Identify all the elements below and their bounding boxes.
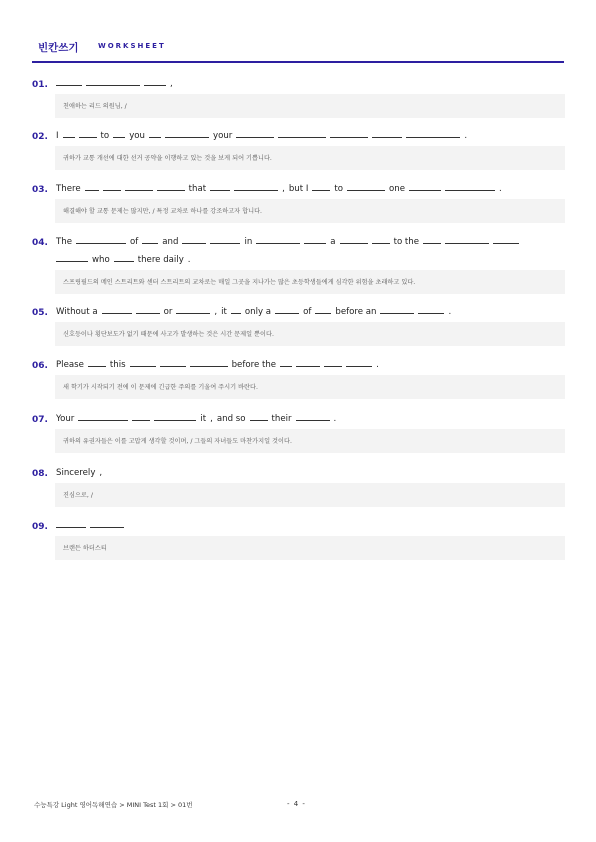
translation-text: 진심으로, / [63, 492, 93, 499]
answer-blank[interactable] [144, 84, 166, 86]
answer-blank[interactable] [231, 312, 241, 314]
answer-blank[interactable] [380, 312, 414, 314]
sentence-word: a [330, 237, 336, 247]
sentence-word: before the [231, 360, 277, 370]
answer-blank[interactable] [63, 136, 75, 138]
sentence-word: it [200, 414, 207, 424]
exercise-number: 07. [32, 415, 48, 425]
sentence-word: you [129, 131, 145, 141]
sentence-word: to the [393, 237, 420, 247]
answer-blank[interactable] [85, 189, 99, 191]
translation-text: 새 학기가 시작되기 전에 이 문제에 긴급한 주의를 기울여 주시기 바란다. [63, 384, 258, 391]
answer-blank[interactable] [372, 242, 390, 244]
sentence-word: . [376, 360, 379, 370]
sentence-line [56, 356, 561, 375]
translation-box [55, 322, 565, 346]
sentence-word: I [56, 131, 59, 141]
answer-blank[interactable] [154, 419, 196, 421]
answer-blank[interactable] [130, 365, 156, 367]
exercise-number: 09. [32, 522, 48, 532]
answer-blank[interactable] [160, 365, 186, 367]
answer-blank[interactable] [256, 242, 300, 244]
answer-blank[interactable] [76, 242, 126, 244]
translation-box [55, 483, 565, 507]
answer-blank[interactable] [315, 312, 331, 314]
sentence-word: Your [56, 414, 75, 424]
answer-blank[interactable] [103, 189, 121, 191]
sentence-word: . [448, 307, 452, 317]
sentence-line [56, 251, 561, 270]
answer-blank[interactable] [113, 136, 125, 138]
sentence-word: in [244, 237, 253, 247]
translation-text: 친애하는 리드 의원님, / [63, 103, 127, 110]
answer-blank[interactable] [149, 136, 161, 138]
answer-blank[interactable] [296, 419, 330, 421]
answer-blank[interactable] [90, 526, 124, 528]
answer-blank[interactable] [88, 365, 106, 367]
sentence-line [56, 517, 561, 536]
answer-blank[interactable] [372, 136, 402, 138]
answer-blank[interactable] [445, 242, 489, 244]
sentence-word: their [271, 414, 292, 424]
translation-text: 귀하가 교통 개선에 대한 선거 공약을 이행하고 있는 것을 보게 되어 기쁩니다. [63, 155, 272, 162]
exercise-number: 06. [32, 361, 48, 371]
answer-blank[interactable] [78, 419, 128, 421]
sentence-word: there daily [137, 255, 184, 265]
answer-blank[interactable] [406, 136, 460, 138]
sentence-line [56, 464, 561, 483]
answer-blank[interactable] [114, 260, 134, 262]
answer-blank[interactable] [136, 312, 160, 314]
answer-blank[interactable] [86, 84, 140, 86]
sentence-word: Without a [56, 307, 98, 317]
translation-box [55, 375, 565, 399]
sentence-word: and [162, 237, 179, 247]
footer-breadcrumb: 수능특강 Light 영어독해연습 > MINI Test 1회 > 01번 [34, 801, 193, 809]
sentence-line [56, 75, 561, 94]
sentence-word: to [334, 184, 343, 194]
answer-blank[interactable] [330, 136, 368, 138]
answer-blank[interactable] [278, 136, 326, 138]
sentence-word: before an [335, 307, 377, 317]
answer-blank[interactable] [346, 365, 372, 367]
answer-blank[interactable] [324, 365, 342, 367]
answer-blank[interactable] [210, 189, 230, 191]
sentence-word: only a [244, 307, 272, 317]
answer-blank[interactable] [210, 242, 240, 244]
answer-blank[interactable] [347, 189, 385, 191]
answer-blank[interactable] [409, 189, 441, 191]
sentence-line [56, 410, 561, 429]
sentence-word: The [56, 237, 72, 247]
answer-blank[interactable] [312, 189, 330, 191]
sentence-line [56, 180, 561, 199]
answer-blank[interactable] [280, 365, 292, 367]
sentence-word: or [163, 307, 173, 317]
sentence-word: who [92, 255, 110, 265]
answer-blank[interactable] [296, 365, 320, 367]
sentence-word: , [170, 79, 173, 89]
answer-blank[interactable] [190, 365, 228, 367]
answer-blank[interactable] [176, 312, 210, 314]
answer-blank[interactable] [142, 242, 158, 244]
sentence-line [56, 303, 561, 322]
exercise-number: 05. [32, 308, 48, 318]
sentence-word: , [99, 468, 103, 478]
translation-text: 신호등이나 횡단보도가 없기 때문에 사고가 발생하는 것은 시간 문제일 뿐이다. [63, 331, 274, 338]
answer-blank[interactable] [340, 242, 368, 244]
answer-blank[interactable] [56, 526, 86, 528]
translation-box [55, 270, 565, 294]
worksheet-title: 빈칸쓰기 [38, 42, 79, 54]
translation-box [55, 146, 565, 170]
sentence-word: of [129, 237, 139, 247]
sentence-word: . [464, 131, 468, 141]
translation-box [55, 94, 565, 118]
sentence-word: one [389, 184, 405, 194]
translation-box [55, 199, 565, 223]
answer-blank[interactable] [182, 242, 206, 244]
sentence-word: this [109, 360, 126, 370]
worksheet-subtitle: WORKSHEET [98, 42, 166, 50]
header-divider [32, 61, 564, 63]
answer-blank[interactable] [445, 189, 495, 191]
answer-blank[interactable] [236, 136, 274, 138]
translation-text: 해결해야 할 교통 문제는 많지만, / 특정 교차로 하나를 강조하고자 합니다. [63, 208, 263, 215]
sentence-word: it [221, 307, 227, 317]
exercise-number: 08. [32, 469, 48, 479]
translation-box [55, 429, 565, 453]
worksheet-header [34, 40, 564, 62]
answer-blank[interactable] [493, 242, 519, 244]
answer-blank[interactable] [250, 419, 268, 421]
answer-blank[interactable] [275, 312, 299, 314]
translation-box [55, 536, 565, 560]
answer-blank[interactable] [234, 189, 278, 191]
translation-text: 스프링필드의 메인 스트리트와 센터 스트리트의 교차로는 매일 그곳을 지나가는 많은 초등학생들에게 심각한 위험을 초래하고 있다. [63, 279, 416, 286]
sentence-word: your [212, 131, 233, 141]
exercise-number: 03. [32, 185, 48, 195]
exercise-number: 01. [32, 80, 48, 90]
sentence-word: and so [216, 414, 246, 424]
answer-blank[interactable] [304, 242, 326, 244]
sentence-word: . [187, 255, 191, 265]
sentence-line [56, 127, 561, 146]
answer-blank[interactable] [157, 189, 185, 191]
translation-text: 귀하의 유권자들은 이를 고맙게 생각할 것이며, / 그들의 자녀들도 마찬가지일 것이다. [63, 438, 292, 445]
answer-blank[interactable] [418, 312, 444, 314]
sentence-word: of [303, 307, 312, 317]
sentence-word: , [214, 307, 218, 317]
sentence-word: to [100, 131, 110, 141]
sentence-word: Sincerely [56, 468, 96, 478]
answer-blank[interactable] [79, 136, 97, 138]
sentence-word: that [188, 184, 207, 194]
page-number: - 4 - [287, 800, 306, 808]
sentence-word: , [210, 414, 213, 424]
answer-blank[interactable] [132, 419, 150, 421]
sentence-word: There [56, 184, 81, 194]
sentence-word: . [333, 414, 337, 424]
answer-blank[interactable] [56, 84, 82, 86]
sentence-word: but I [288, 184, 309, 194]
answer-blank[interactable] [102, 312, 132, 314]
answer-blank[interactable] [125, 189, 153, 191]
answer-blank[interactable] [423, 242, 441, 244]
sentence-word: Please [56, 360, 84, 370]
exercise-number: 02. [32, 132, 48, 142]
sentence-line [56, 233, 561, 252]
answer-blank[interactable] [165, 136, 209, 138]
exercise-number: 04. [32, 238, 48, 248]
answer-blank[interactable] [56, 260, 88, 262]
sentence-word: . [499, 184, 502, 194]
sentence-word: , [282, 184, 285, 194]
translation-text: 브랜든 하더스티 [63, 545, 107, 552]
